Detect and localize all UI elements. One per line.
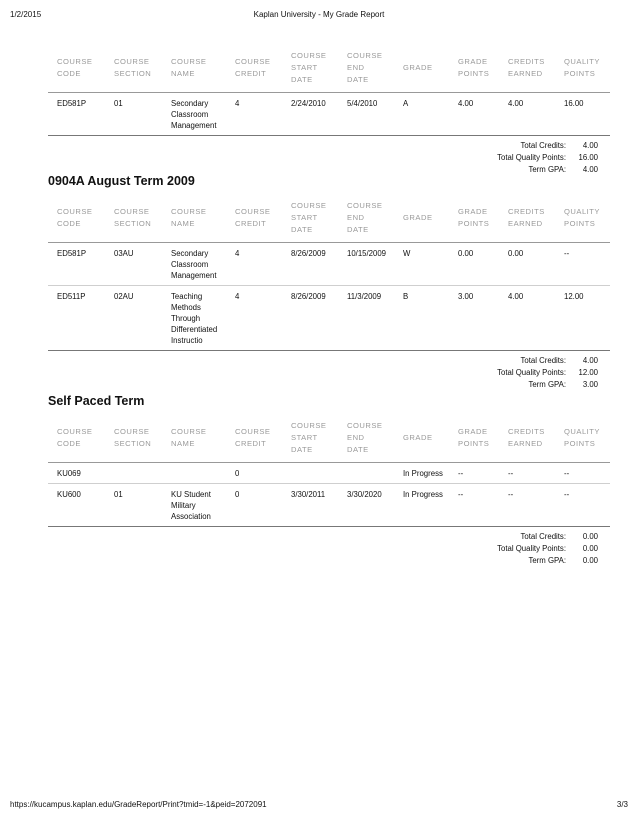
grades-table: [48, 194, 610, 351]
total-credits-value: 0.00: [582, 532, 598, 541]
term-gpa-label: Term GPA:: [528, 165, 566, 174]
table-cell: 4: [235, 292, 240, 301]
column-header-word: GRADE: [458, 207, 488, 216]
column-header: [338, 44, 394, 93]
column-header: [555, 44, 610, 93]
column-header-word: CODE: [57, 439, 81, 448]
column-header-word: CREDITS: [508, 57, 545, 66]
total-quality-points-value: 0.00: [582, 544, 598, 553]
column-header-word: COURSE: [57, 207, 93, 216]
term-gpa-value: 0.00: [582, 556, 598, 565]
table-cell: [282, 463, 338, 484]
column-header: [162, 414, 226, 463]
column-header: [449, 194, 499, 243]
column-header-word: POINTS: [458, 69, 490, 78]
column-header-word: COURSE: [114, 207, 150, 216]
column-header-word: NAME: [171, 69, 195, 78]
column-header-word: EARNED: [508, 69, 543, 78]
print-header: [10, 10, 628, 22]
total-credits-label: Total Credits:: [520, 141, 566, 150]
table-cell: 8/26/2009: [291, 249, 326, 258]
column-header-word: COURSE: [235, 207, 271, 216]
term-gpa-value: 3.00: [582, 380, 598, 389]
table-cell: 3/30/2011: [291, 490, 326, 499]
column-header: [105, 194, 162, 243]
table-cell: 8/26/2009: [291, 292, 326, 301]
column-header-word: CREDIT: [235, 439, 267, 448]
column-header-word: COURSE: [171, 57, 207, 66]
total-quality-points-label: Total Quality Points:: [497, 544, 566, 553]
column-header-word: CODE: [57, 219, 81, 228]
column-header-word: COURSE: [114, 427, 150, 436]
table-row: [48, 243, 610, 286]
table-cell: A: [403, 99, 409, 108]
column-header-word: DATE: [347, 445, 369, 454]
table-cell: 5/4/2010: [347, 99, 378, 108]
table-row: [48, 463, 610, 484]
column-header-word: QUALITY: [564, 427, 600, 436]
column-header-word: GRADE: [458, 57, 488, 66]
print-date: 1/2/2015: [10, 10, 42, 19]
column-header-word: CREDITS: [508, 207, 545, 216]
column-header: [338, 194, 394, 243]
page-number: 3/3: [616, 800, 628, 809]
print-url: https://kucampus.kaplan.edu/GradeReport/Print?tmid=-1&peid=2072091: [10, 800, 267, 809]
column-header: [394, 44, 449, 93]
column-header-word: POINTS: [564, 439, 596, 448]
total-quality-points-value: 16.00: [578, 153, 598, 162]
column-header-word: CREDIT: [235, 219, 267, 228]
column-header-word: NAME: [171, 439, 195, 448]
term-title: Self Paced Term: [48, 394, 145, 408]
table-cell: In Progress: [403, 469, 443, 478]
column-header-word: END: [347, 213, 365, 222]
column-header-word: DATE: [291, 445, 313, 454]
table-cell: --: [508, 490, 514, 499]
table-cell: [105, 463, 162, 484]
term-gpa-row: [48, 555, 604, 567]
table-cell: --: [458, 490, 464, 499]
print-footer: [10, 800, 628, 812]
table-cell: 01: [114, 99, 123, 108]
table-cell: 02AU: [114, 292, 134, 301]
table-cell: --: [564, 249, 570, 258]
column-header: [282, 194, 338, 243]
table-cell: 01: [114, 490, 123, 499]
term-section: [48, 44, 604, 176]
column-header-word: COURSE: [347, 201, 383, 210]
term-totals: [48, 531, 604, 567]
column-header-word: COURSE: [291, 201, 327, 210]
column-header-word: SECTION: [114, 69, 152, 78]
total-quality-points-label: Total Quality Points:: [497, 368, 566, 377]
column-header-word: POINTS: [564, 219, 596, 228]
column-header-word: GRADE: [458, 427, 488, 436]
table-cell: 0.00: [508, 249, 524, 258]
table-header-row: [48, 194, 610, 243]
table-cell: 03AU: [114, 249, 134, 258]
term-section: [48, 174, 604, 391]
column-header-word: GRADE: [403, 433, 433, 442]
column-header-word: START: [291, 213, 318, 222]
table-cell: KU Student Military Association: [171, 490, 211, 521]
table-header-row: [48, 414, 610, 463]
column-header: [226, 194, 282, 243]
column-header-word: POINTS: [458, 439, 490, 448]
column-header-word: COURSE: [57, 57, 93, 66]
column-header-word: COURSE: [347, 51, 383, 60]
total-credits-row: [48, 531, 604, 543]
table-cell: B: [403, 292, 409, 301]
column-header-word: QUALITY: [564, 207, 600, 216]
grades-table: [48, 44, 610, 136]
total-quality-points-value: 12.00: [578, 368, 598, 377]
table-cell: W: [403, 249, 411, 258]
table-cell: Secondary Classroom Management: [171, 249, 217, 280]
term-gpa-value: 4.00: [582, 165, 598, 174]
column-header-word: END: [347, 433, 365, 442]
table-cell: 11/3/2009: [347, 292, 382, 301]
column-header: [499, 194, 555, 243]
column-header-word: CREDITS: [508, 427, 545, 436]
total-quality-points-row: [48, 367, 604, 379]
column-header: [48, 414, 105, 463]
column-header-word: SECTION: [114, 439, 152, 448]
term-title: 0904A August Term 2009: [48, 174, 195, 188]
term-gpa-label: Term GPA:: [528, 380, 566, 389]
column-header: [226, 414, 282, 463]
column-header-word: POINTS: [564, 69, 596, 78]
term-section: [48, 394, 604, 567]
table-cell: KU069: [57, 469, 81, 478]
table-cell: [338, 463, 394, 484]
print-title: Kaplan University - My Grade Report: [253, 10, 385, 19]
column-header: [394, 194, 449, 243]
table-header-row: [48, 44, 610, 93]
table-cell: 4.00: [458, 99, 474, 108]
column-header-word: COURSE: [291, 421, 327, 430]
column-header-word: START: [291, 433, 318, 442]
table-cell: 3.00: [458, 292, 474, 301]
column-header-word: COURSE: [171, 207, 207, 216]
column-header-word: QUALITY: [564, 57, 600, 66]
column-header-word: DATE: [347, 225, 369, 234]
term-gpa-row: [48, 379, 604, 391]
table-cell: 0.00: [458, 249, 474, 258]
table-cell: 10/15/2009: [347, 249, 387, 258]
table-cell: --: [564, 469, 570, 478]
table-cell: 12.00: [564, 292, 584, 301]
table-row: [48, 484, 610, 527]
column-header-word: COURSE: [235, 427, 271, 436]
total-credits-label: Total Credits:: [520, 356, 566, 365]
column-header: [162, 194, 226, 243]
column-header: [226, 44, 282, 93]
column-header-word: GRADE: [403, 63, 433, 72]
column-header: [105, 44, 162, 93]
total-credits-row: [48, 140, 604, 152]
table-cell: 0: [235, 469, 240, 478]
table-cell: Secondary Classroom Management: [171, 99, 217, 130]
column-header: [48, 44, 105, 93]
total-credits-value: 4.00: [582, 141, 598, 150]
table-cell: 4: [235, 99, 240, 108]
total-quality-points-label: Total Quality Points:: [497, 153, 566, 162]
table-row: [48, 93, 610, 136]
column-header-word: EARNED: [508, 439, 543, 448]
total-credits-row: [48, 355, 604, 367]
column-header: [499, 414, 555, 463]
column-header: [499, 44, 555, 93]
column-header-word: POINTS: [458, 219, 490, 228]
table-cell: --: [458, 469, 464, 478]
column-header-word: EARNED: [508, 219, 543, 228]
table-cell: In Progress: [403, 490, 443, 499]
table-cell: 3/30/2020: [347, 490, 382, 499]
table-cell: --: [508, 469, 514, 478]
column-header: [105, 414, 162, 463]
column-header-word: COURSE: [114, 57, 150, 66]
column-header-word: COURSE: [235, 57, 271, 66]
total-quality-points-row: [48, 152, 604, 164]
total-credits-value: 4.00: [582, 356, 598, 365]
column-header-word: DATE: [347, 75, 369, 84]
column-header: [394, 414, 449, 463]
column-header-word: SECTION: [114, 219, 152, 228]
column-header: [282, 44, 338, 93]
table-cell: --: [564, 490, 570, 499]
total-credits-label: Total Credits:: [520, 532, 566, 541]
table-cell: [162, 463, 226, 484]
table-cell: ED581P: [57, 249, 87, 258]
table-cell: 4: [235, 249, 240, 258]
column-header: [48, 194, 105, 243]
column-header-word: COURSE: [291, 51, 327, 60]
column-header: [555, 194, 610, 243]
column-header-word: CODE: [57, 69, 81, 78]
term-gpa-label: Term GPA:: [528, 556, 566, 565]
column-header-word: DATE: [291, 75, 313, 84]
column-header-word: NAME: [171, 219, 195, 228]
table-cell: 4.00: [508, 99, 524, 108]
table-cell: 0: [235, 490, 240, 499]
table-cell: ED511P: [57, 292, 86, 301]
grades-table: [48, 414, 610, 527]
table-cell: 4.00: [508, 292, 524, 301]
column-header-word: DATE: [291, 225, 313, 234]
column-header-word: COURSE: [171, 427, 207, 436]
column-header: [555, 414, 610, 463]
column-header-word: COURSE: [57, 427, 93, 436]
column-header-word: START: [291, 63, 318, 72]
table-cell: 2/24/2010: [291, 99, 326, 108]
table-cell: ED581P: [57, 99, 87, 108]
column-header: [449, 414, 499, 463]
term-totals: [48, 355, 604, 391]
table-cell: Teaching Methods Through Differentiated Instructio: [171, 292, 218, 345]
column-header: [282, 414, 338, 463]
table-cell: 16.00: [564, 99, 584, 108]
column-header: [338, 414, 394, 463]
column-header-word: COURSE: [347, 421, 383, 430]
column-header-word: GRADE: [403, 213, 433, 222]
table-row: [48, 286, 610, 351]
column-header-word: END: [347, 63, 365, 72]
table-cell: KU600: [57, 490, 81, 499]
term-totals: [48, 140, 604, 176]
column-header-word: CREDIT: [235, 69, 267, 78]
column-header: [162, 44, 226, 93]
total-quality-points-row: [48, 543, 604, 555]
column-header: [449, 44, 499, 93]
